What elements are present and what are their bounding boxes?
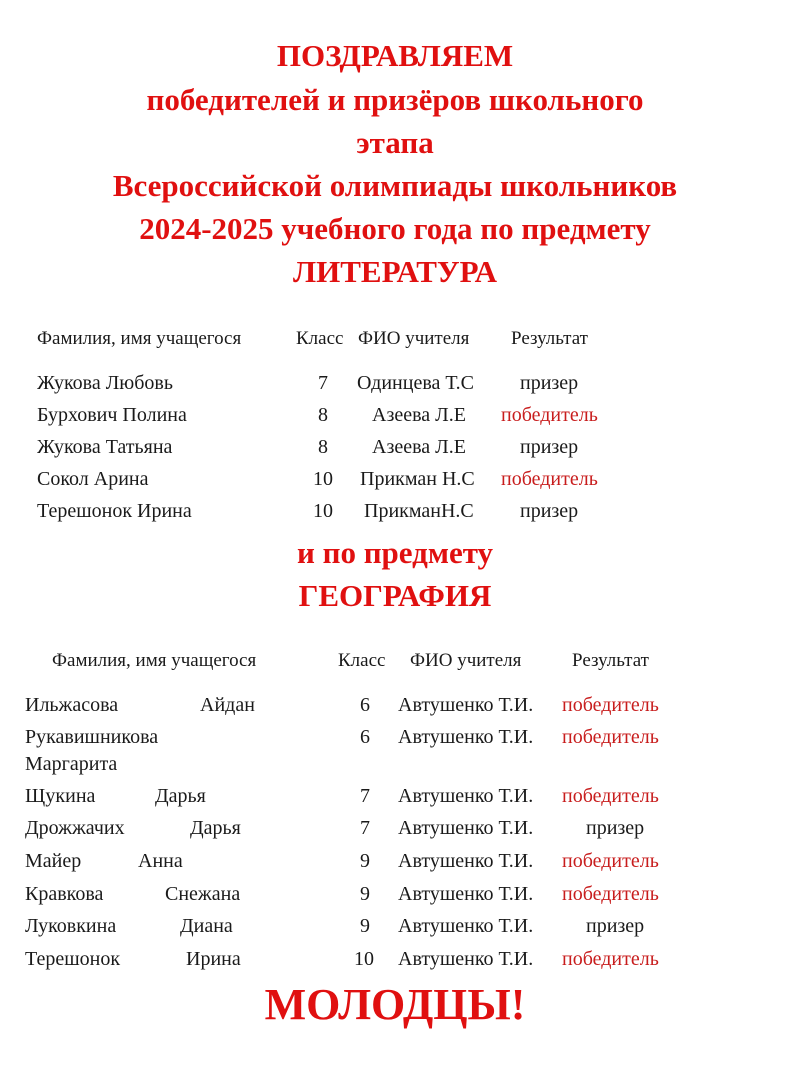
title-line-olympiad: Всероссийской олимпиады школьников (112, 168, 678, 203)
result-badge: призер (520, 436, 579, 458)
student-name: Терешонок Ирина (37, 500, 192, 522)
title-congrats: ПОЗДРАВЛЯЕМ (276, 38, 514, 73)
student-grade: 10 (313, 500, 333, 522)
result-badge: победитель (501, 468, 598, 490)
student-grade: 7 (318, 372, 328, 394)
student-name: Сокол Арина (37, 468, 149, 490)
student-grade: 7 (360, 785, 370, 807)
title-line-year: 2024-2025 учебного года по предмету (139, 211, 651, 246)
student-grade: 7 (360, 817, 370, 839)
student-grade: 9 (360, 883, 370, 905)
teacher-name: Азеева Л.Е (372, 404, 466, 426)
teacher-name: Автушенко Т.И. (398, 817, 534, 839)
student-name: Бурхович Полина (37, 404, 187, 426)
student-grade: 10 (354, 948, 374, 970)
table-row (0, 404, 790, 436)
student-surname: Рукавишникова (25, 726, 159, 748)
geography-header-result: Результат (572, 650, 649, 671)
title-subject-geography: ГЕОГРАФИЯ (298, 578, 492, 613)
result-badge: победитель (562, 883, 659, 905)
result-badge: призер (520, 500, 579, 522)
closing-exclamation: МОЛОДЦЫ! (264, 980, 526, 1029)
student-first-name: Маргарита (25, 753, 118, 775)
teacher-name: Одинцева Т.С (357, 372, 474, 394)
title-subject-literature: ЛИТЕРАТУРА (293, 254, 497, 289)
result-badge: победитель (562, 850, 659, 872)
student-first-name: Дарья (190, 817, 241, 839)
student-surname: Луковкина (25, 915, 117, 937)
student-grade: 9 (360, 915, 370, 937)
student-first-name: Анна (138, 850, 183, 872)
table-row (0, 468, 790, 500)
result-badge: победитель (501, 404, 598, 426)
result-badge: победитель (562, 785, 659, 807)
teacher-name: Прикман Н.С (360, 468, 475, 490)
result-badge: призер (586, 915, 645, 937)
student-grade: 6 (360, 694, 370, 716)
student-surname: Ильжасова (25, 694, 119, 716)
student-surname: Дрожжачих (25, 817, 125, 839)
table-row (0, 785, 790, 817)
literature-header-name: Фамилия, имя учащегося (37, 328, 242, 349)
table-row (0, 500, 790, 532)
student-first-name: Диана (180, 915, 233, 937)
geography-header-grade: Класс (338, 650, 386, 671)
teacher-name: Автушенко Т.И. (398, 883, 534, 905)
title-line-and-subject: и по предмету (296, 535, 494, 570)
title-line-stage: этапа (356, 125, 434, 160)
teacher-name: Автушенко Т.И. (398, 948, 534, 970)
table-row (0, 883, 790, 915)
student-grade: 9 (360, 850, 370, 872)
student-grade: 6 (360, 726, 370, 748)
result-badge: призер (520, 372, 579, 394)
table-row (0, 817, 790, 849)
result-badge: победитель (562, 694, 659, 716)
student-surname: Щукина (25, 785, 96, 807)
student-name: Жукова Любовь (37, 372, 173, 394)
table-row (0, 850, 790, 882)
student-first-name: Ирина (186, 948, 241, 970)
table-row (0, 726, 790, 782)
teacher-name: Автушенко Т.И. (398, 726, 534, 748)
student-surname: Терешонок (25, 948, 121, 970)
literature-header-teacher: ФИО учителя (358, 328, 470, 349)
table-row (0, 694, 790, 726)
result-badge: победитель (562, 948, 659, 970)
student-surname: Кравкова (25, 883, 104, 905)
teacher-name: ПрикманН.С (364, 500, 474, 522)
literature-header-grade: Класс (296, 328, 344, 349)
result-badge: победитель (562, 726, 659, 748)
result-badge: призер (586, 817, 645, 839)
student-first-name: Айдан (200, 694, 255, 716)
literature-header-result: Результат (511, 328, 588, 349)
student-surname: Майер (25, 850, 82, 872)
teacher-name: Автушенко Т.И. (398, 785, 534, 807)
teacher-name: Автушенко Т.И. (398, 694, 534, 716)
student-grade: 8 (318, 404, 328, 426)
student-first-name: Снежана (165, 883, 241, 905)
student-first-name: Дарья (155, 785, 206, 807)
student-name: Жукова Татьяна (37, 436, 173, 458)
table-row (0, 372, 790, 404)
table-row (0, 436, 790, 468)
geography-header-name: Фамилия, имя учащегося (52, 650, 257, 671)
student-grade: 8 (318, 436, 328, 458)
teacher-name: Автушенко Т.И. (398, 915, 534, 937)
teacher-name: Автушенко Т.И. (398, 850, 534, 872)
title-line-winners: победителей и призёров школьного (146, 82, 644, 117)
student-grade: 10 (313, 468, 333, 490)
teacher-name: Азеева Л.Е (372, 436, 466, 458)
table-row (0, 915, 790, 947)
geography-header-teacher: ФИО учителя (410, 650, 522, 671)
